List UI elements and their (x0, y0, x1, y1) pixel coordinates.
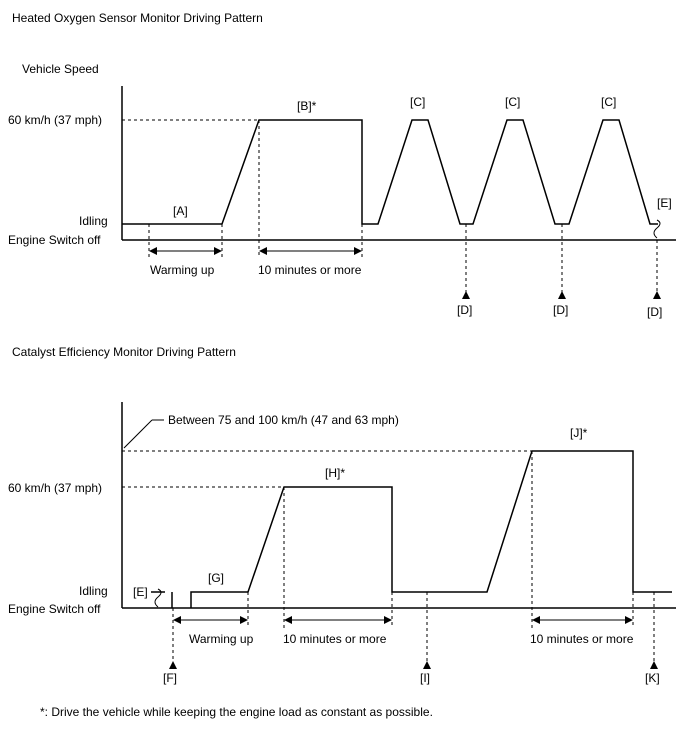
diagram2-ten-minutes: 10 minutes or more (283, 632, 387, 646)
diagram1-label-c: [C] (505, 95, 521, 109)
diagram1-marker-arrow (462, 291, 470, 299)
diagram1-marker-arrow (653, 291, 661, 299)
diagram1-ten-minutes: 10 minutes or more (258, 263, 362, 277)
diagram2-label-g: [G] (208, 571, 225, 585)
diagram2-marker-arrow (169, 661, 177, 669)
diagram2-idling-label: Idling (79, 584, 108, 598)
diagram1-label-b: [B]* (297, 99, 317, 113)
diagram2-marker-arrow (423, 661, 431, 669)
diagram1-idling-label: Idling (79, 214, 108, 228)
diagram1-title: Heated Oxygen Sensor Monitor Driving Pattern (12, 11, 263, 25)
diagram2-label-k: [K] (645, 671, 660, 685)
footnote: *: Drive the vehicle while keeping the engine load as constant as possible. (40, 705, 433, 719)
diagram1-label-e: [E] (657, 196, 672, 210)
diagram2-label-h: [H]* (325, 466, 346, 480)
diagram-catalyst-efficiency (8, 345, 676, 685)
diagram1-speed-label: 60 km/h (37 mph) (8, 113, 103, 127)
diagram2-marker-arrow (650, 661, 658, 669)
diagram1-break-symbol (654, 220, 660, 238)
diagram1-label-c: [C] (410, 95, 426, 109)
diagram2-label-e: [E] (133, 585, 148, 599)
diagram2-engine-off-label: Engine Switch off (8, 602, 101, 616)
diagram1-label-d: [D] (647, 305, 663, 319)
diagram2-warming-up: Warming up (189, 632, 254, 646)
diagram2-label-f: [F] (163, 671, 177, 685)
diagram1-label-c: [C] (601, 95, 617, 109)
diagram2-high-speed-label: Between 75 and 100 km/h (47 and 63 mph) (168, 413, 399, 427)
diagram2-label-i: [I] (420, 671, 431, 685)
diagram2-title: Catalyst Efficiency Monitor Driving Pattern (12, 345, 236, 359)
diagram2-label-j: [J]* (570, 426, 588, 440)
diagram-heated-oxygen-sensor (8, 11, 676, 319)
diagram1-label-a: [A] (173, 204, 188, 218)
diagram2-speed-label: 60 km/h (37 mph) (8, 481, 103, 495)
diagram1-warming-up: Warming up (150, 263, 215, 277)
diagram1-label-d: [D] (457, 303, 473, 317)
diagram1-marker-arrow (558, 291, 566, 299)
diagram2-ten-minutes-2: 10 minutes or more (530, 632, 634, 646)
diagram1-label-d: [D] (553, 303, 569, 317)
diagram2-leader-line (124, 420, 152, 448)
diagram1-y-axis-label: Vehicle Speed (22, 62, 99, 76)
diagram2-speed-curve (191, 451, 672, 608)
diagram1-engine-off-label: Engine Switch off (8, 233, 101, 247)
diagram1-speed-curve (122, 120, 658, 224)
